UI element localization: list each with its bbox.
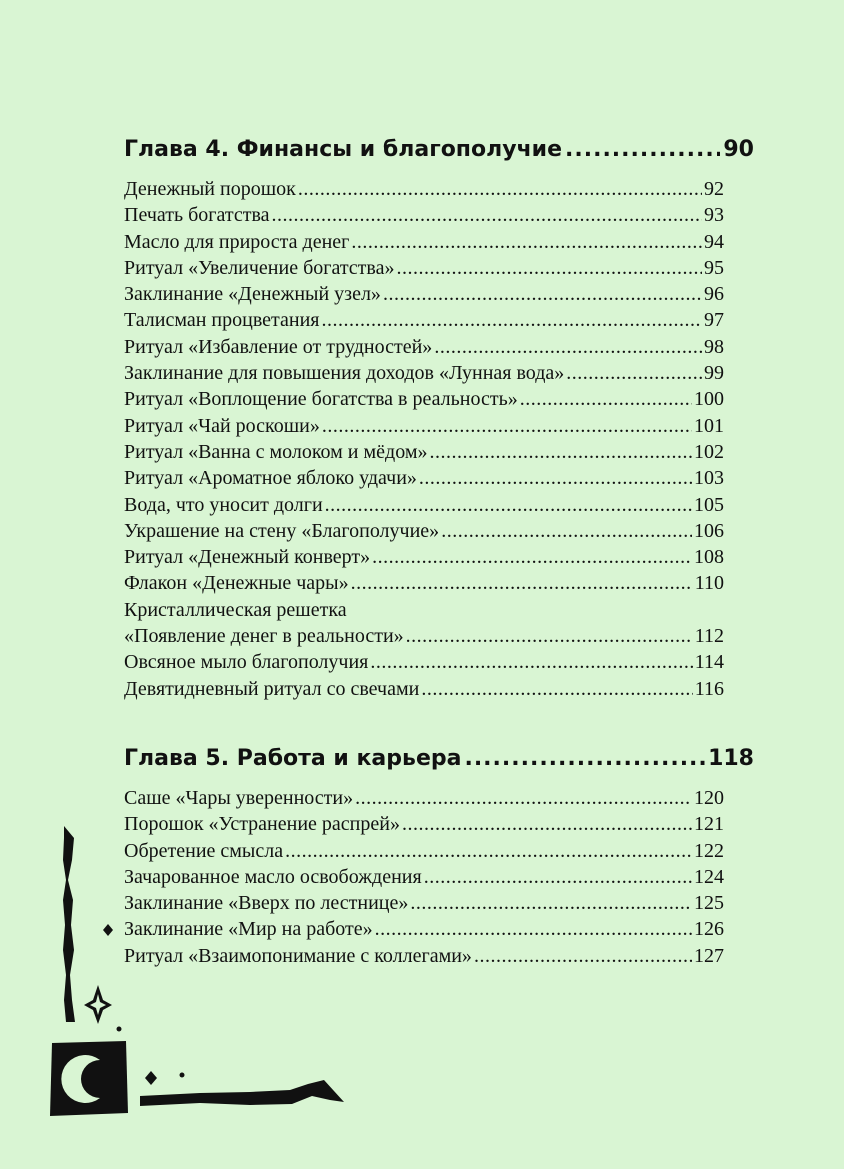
dot-leader	[355, 785, 692, 811]
entry-page: 97	[704, 309, 724, 332]
star-icon	[84, 985, 112, 1024]
dot-leader	[351, 570, 693, 596]
entry-title: Саше «Чары уверенности»	[124, 787, 354, 809]
entry-title: Вода, что уносит долги	[124, 493, 323, 516]
chapter-4-heading	[124, 134, 754, 166]
entry-title: Зачарованное масло освобождения	[124, 865, 422, 888]
entry-page: 108	[694, 546, 724, 569]
chapter-4-entries	[124, 176, 724, 702]
entry-title: Порошок «Устранение распрей»	[124, 813, 400, 836]
entry-title: Печать богатства	[124, 204, 270, 227]
toc-entry	[124, 916, 724, 942]
toc-entry	[124, 439, 724, 465]
toc-entry	[124, 943, 724, 969]
dot-leader	[370, 649, 692, 675]
dot-leader	[372, 544, 692, 570]
entry-title: Денежный порошок	[124, 178, 296, 200]
entry-page: 126	[694, 918, 724, 941]
toc-entry	[124, 864, 724, 890]
toc-entry	[124, 281, 724, 307]
toc-entry	[124, 229, 724, 255]
vertical-ornament-line	[63, 826, 75, 1022]
toc-entry	[124, 518, 724, 544]
entry-title: Девятидневный ритуал со свечами	[124, 677, 420, 700]
entry-title: Кристаллическая решетка	[124, 598, 347, 621]
entry-page: 122	[694, 839, 724, 862]
toc-entry	[124, 334, 724, 360]
entry-title: Ритуал «Воплощение богатства в реальность»	[124, 388, 518, 411]
entry-page: 125	[694, 892, 724, 915]
entry-title: Украшение на стену «Благополучие»	[124, 519, 440, 542]
entry-page: 100	[694, 388, 724, 411]
toc-entry	[124, 255, 724, 281]
entry-page: 98	[704, 335, 724, 358]
dot-icon	[117, 1027, 122, 1032]
entry-page: 93	[704, 204, 724, 227]
dot-leader	[421, 676, 692, 702]
chapter-page-number: 118	[708, 746, 754, 771]
moon-box	[50, 1041, 128, 1116]
toc-entry	[124, 890, 724, 916]
entry-page: 102	[694, 440, 724, 463]
dot-leader	[424, 864, 692, 890]
entry-page: 112	[694, 625, 724, 648]
entry-title: Заклинание «Вверх по лестнице»	[124, 892, 409, 915]
dot-leader	[272, 202, 703, 228]
entry-title: Обретение смысла	[124, 839, 284, 862]
dot-leader	[566, 360, 702, 386]
crescent-moon-icon	[61, 1055, 100, 1103]
toc-entry	[124, 544, 724, 570]
entry-title: Флакон «Денежные чары»	[124, 572, 349, 595]
entry-page: 92	[704, 178, 724, 200]
entry-page: 95	[704, 256, 724, 279]
entry-page: 120	[694, 787, 724, 809]
entry-title: «Появление денег в реальности»	[124, 625, 404, 648]
dot-leader	[419, 465, 692, 491]
dot-leader	[322, 413, 692, 439]
horizontal-ornament-line	[140, 1080, 344, 1106]
toc-entry	[124, 176, 724, 202]
chapter-title: Глава 5. Работа и карьера	[124, 746, 462, 771]
toc-entry	[124, 570, 724, 596]
dot-leader	[410, 890, 692, 916]
entry-page: 103	[694, 467, 724, 490]
dot-leader	[406, 623, 693, 649]
chapter-5-entries	[124, 785, 724, 969]
toc-entry	[124, 811, 724, 837]
entry-title: Масло для прироста денег	[124, 230, 350, 253]
dot-icon	[180, 1073, 185, 1078]
diamond-icon	[145, 1071, 157, 1085]
toc-entry	[124, 597, 724, 623]
entry-page: 96	[704, 283, 724, 306]
chapter-title: Глава 4. Финансы и благополучие	[124, 137, 563, 162]
chapter-5-heading	[124, 743, 754, 775]
entry-title: Заклинание «Денежный узел»	[124, 283, 381, 306]
entry-page: 127	[694, 944, 724, 967]
entry-title: Ритуал «Ванна с молоком и мёдом»	[124, 440, 428, 463]
toc-entry	[124, 386, 724, 412]
dot-leader	[474, 943, 692, 969]
toc-entry	[124, 202, 724, 228]
dot-leader	[383, 281, 702, 307]
entry-title: Ритуал «Чай роскоши»	[124, 414, 320, 437]
dot-leader	[565, 134, 720, 166]
entry-title: Ритуал «Увеличение богатства»	[124, 256, 395, 279]
toc-entry	[124, 785, 724, 811]
dot-leader	[322, 307, 702, 333]
entry-title: Ритуал «Взаимопонимание с коллегами»	[124, 944, 472, 967]
dot-leader	[441, 518, 692, 544]
toc-entry	[124, 649, 724, 675]
dot-leader	[464, 743, 705, 775]
dot-leader	[298, 176, 702, 202]
toc-entry	[124, 838, 724, 864]
entry-title: Заклинание «Мир на работе»	[124, 918, 373, 941]
toc-entry	[124, 360, 724, 386]
dot-leader	[375, 916, 692, 942]
entry-page: 121	[694, 813, 724, 836]
entry-page: 124	[694, 865, 724, 888]
dot-leader	[351, 229, 702, 255]
entry-title: Талисман процветания	[124, 309, 320, 332]
toc-entry	[124, 623, 724, 649]
toc-entry	[124, 465, 724, 491]
entry-page: 114	[694, 651, 724, 674]
entry-page: 105	[694, 493, 724, 516]
toc-entry	[124, 492, 724, 518]
dot-leader	[434, 334, 702, 360]
dot-leader	[520, 386, 692, 412]
entry-page: 99	[704, 362, 724, 385]
entry-title: Заклинание для повышения доходов «Лунная вода»	[124, 362, 565, 385]
entry-page: 94	[704, 230, 724, 253]
chapter-page-number: 90	[723, 137, 754, 162]
entry-page: 116	[694, 677, 724, 700]
entry-title: Ритуал «Избавление от трудностей»	[124, 335, 433, 358]
dot-leader	[285, 838, 692, 864]
dot-leader	[325, 492, 692, 518]
entry-title: Овсяное мыло благополучия	[124, 651, 369, 674]
toc-entry	[124, 676, 724, 702]
entry-page: 101	[694, 414, 724, 437]
small-diamond-icon	[103, 924, 113, 936]
toc-entry	[124, 413, 724, 439]
entry-title: Ритуал «Денежный конверт»	[124, 546, 371, 569]
dot-leader	[402, 811, 692, 837]
dot-leader	[430, 439, 693, 465]
toc-entry	[124, 307, 724, 333]
entry-title: Ритуал «Ароматное яблоко удачи»	[124, 467, 417, 490]
entry-page: 110	[694, 572, 724, 595]
dot-leader	[396, 255, 702, 281]
entry-page: 106	[694, 519, 724, 542]
